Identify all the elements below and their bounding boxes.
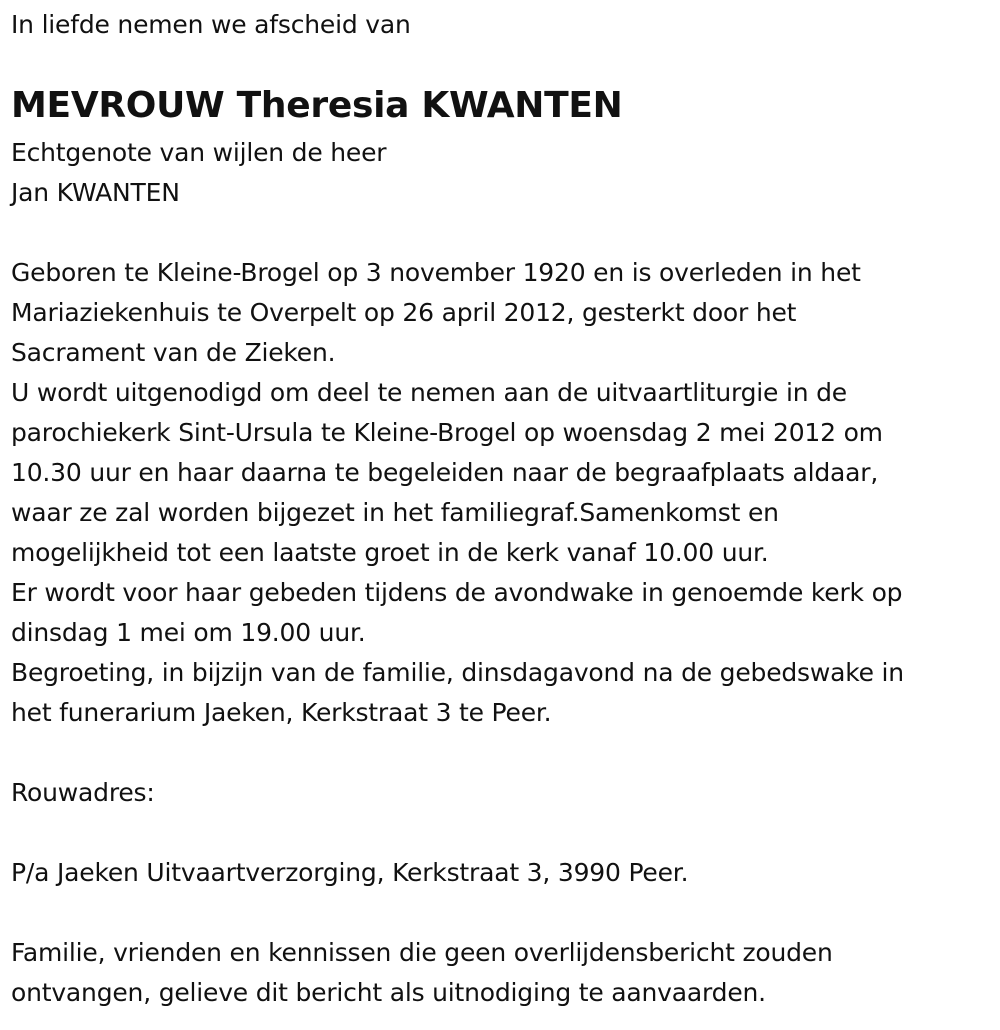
spouse-line: Echtgenote van wijlen de heer [11,138,387,167]
closing-note [11,933,833,1013]
spouse-block [11,133,386,213]
body-line: 10.30 uur en haar daarna te begeleiden naar de begraafplaats aldaar, [11,458,879,487]
closing-line: ontvangen, gelieve dit bericht als uitnodiging te aanvaarden. [11,978,766,1007]
body-line: dinsdag 1 mei om 19.00 uur. [11,618,366,647]
rouwadres-address: P/a Jaeken Uitvaartverzorging, Kerkstraat 3, 3990 Peer. [11,858,689,887]
body-line: Sacrament van de Zieken. [11,338,336,367]
closing-line: Familie, vrienden en kennissen die geen overlijdensbericht zouden [11,938,833,967]
body-line: het funerarium Jaeken, Kerkstraat 3 te Peer. [11,698,552,727]
notice-body [11,253,904,733]
body-line: Mariaziekenhuis te Overpelt op 26 april 2012, gesterkt door het [11,298,797,327]
rouwadres-label: Rouwadres: [11,778,155,807]
deceased-name-heading: MEVROUW Theresia KWANTEN [11,85,623,126]
body-line: Geboren te Kleine-Brogel op 3 november 1920 en is overleden in het [11,258,861,287]
body-line: mogelijkheid tot een laatste groet in de kerk vanaf 10.00 uur. [11,538,769,567]
body-line: Begroeting, in bijzijn van de familie, dinsdagavond na de gebedswake in [11,658,904,687]
intro-text: In liefde nemen we afscheid van [11,10,411,39]
body-line: Er wordt voor haar gebeden tijdens de avondwake in genoemde kerk op [11,578,903,607]
body-line: U wordt uitgenodigd om deel te nemen aan de uitvaartliturgie in de [11,378,847,407]
body-line: parochiekerk Sint-Ursula te Kleine-Brogel op woensdag 2 mei 2012 om [11,418,883,447]
body-line: waar ze zal worden bijgezet in het familiegraf.Samenkomst en [11,498,779,527]
spouse-name-line: Jan KWANTEN [11,178,180,207]
